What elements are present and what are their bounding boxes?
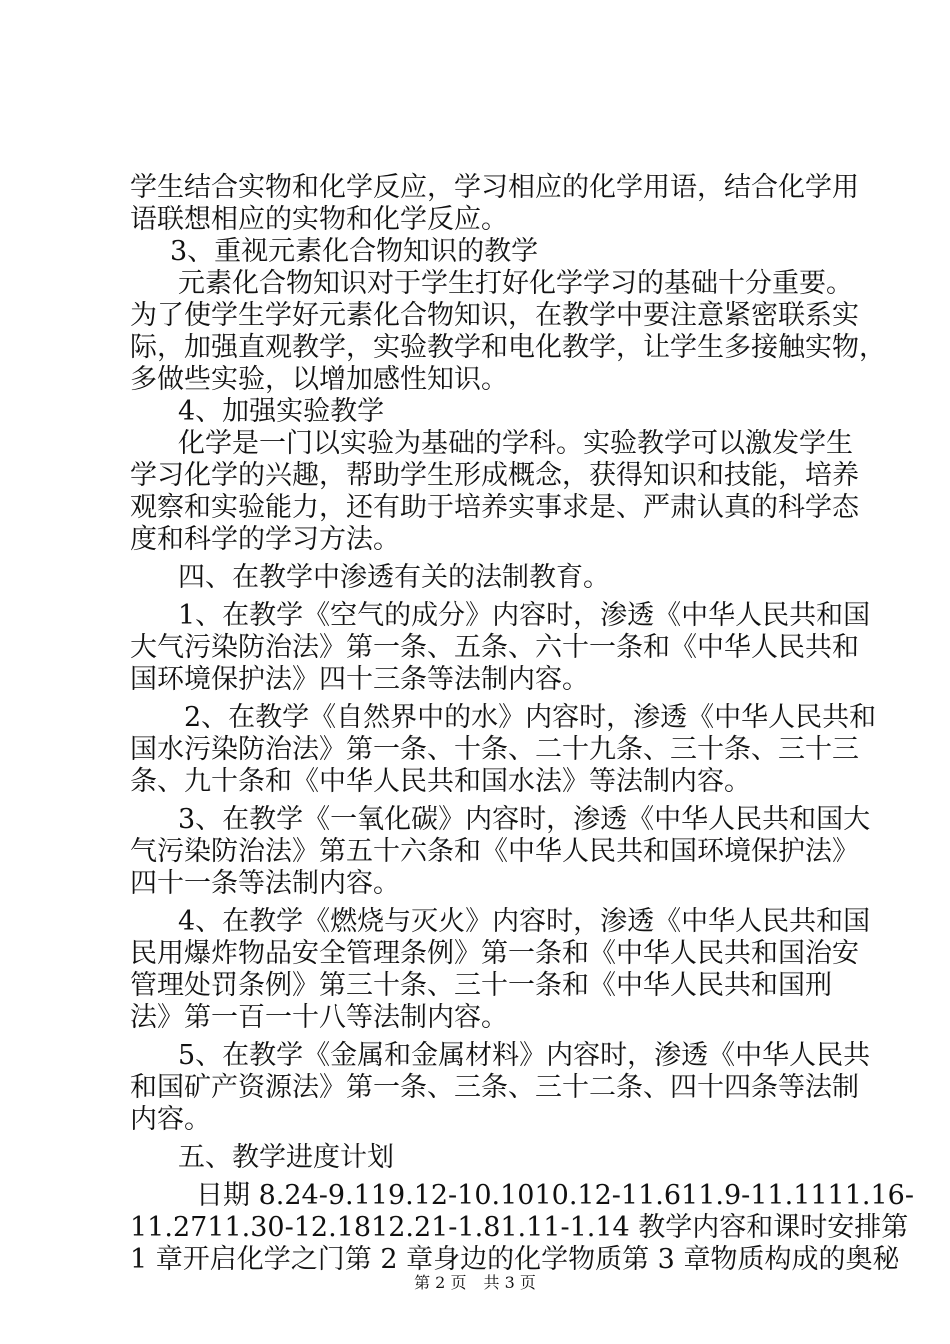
body-line: 1、在教学《空气的成分》内容时，渗透《中华人民共和国 xyxy=(178,600,871,631)
page-number: 第 2 页 xyxy=(414,1273,467,1292)
body-line: 气污染防治法》第五十六条和《中华人民共和国环境保护法》 xyxy=(130,836,859,867)
body-line: 国水污染防治法》第一条、十条、二十九条、三十条、三十三 xyxy=(130,734,859,765)
body-line: 11.2711.30-12.1812.21-1.81.11-1.14 教学内容和课时安排第 xyxy=(130,1212,909,1243)
body-line: 四十一条等法制内容。 xyxy=(130,868,400,899)
page-footer xyxy=(0,1270,950,1293)
body-line: 1 章开启化学之门第 2 章身边的化学物质第 3 章物质构成的奥秘 xyxy=(130,1244,900,1275)
body-line: 为了使学生学好元素化合物知识，在教学中要注意紧密联系实 xyxy=(130,300,859,331)
section-heading: 四、在教学中渗透有关的法制教育。 xyxy=(178,562,610,593)
body-line: 5、在教学《金属和金属材料》内容时，渗透《中华人民共 xyxy=(178,1040,871,1071)
section-heading: 3、重视元素化合物知识的教学 xyxy=(170,236,539,267)
body-line: 观察和实验能力，还有助于培养实事求是、严肃认真的科学态 xyxy=(130,492,859,523)
body-line: 2、在教学《自然界中的水》内容时，渗透《中华人民共和 xyxy=(184,702,877,733)
body-line: 化学是一门以实验为基础的学科。实验教学可以激发学生 xyxy=(178,428,853,459)
body-line: 多做些实验，以增加感性知识。 xyxy=(130,364,508,395)
body-line: 管理处罚条例》第三十条、三十一条和《中华人民共和国刑 xyxy=(130,970,832,1001)
body-line: 际，加强直观教学，实验教学和电化教学，让学生多接触实物， xyxy=(130,332,886,363)
section-heading: 五、教学进度计划 xyxy=(178,1142,394,1173)
body-line: 语联想相应的实物和化学反应。 xyxy=(130,204,508,235)
body-line: 元素化合物知识对于学生打好化学学习的基础十分重要。 xyxy=(178,268,853,299)
body-line: 度和科学的学习方法。 xyxy=(130,524,400,555)
document-body xyxy=(130,172,914,1276)
body-line: 3、在教学《一氧化碳》内容时，渗透《中华人民共和国大 xyxy=(178,804,871,835)
body-line: 国环境保护法》四十三条等法制内容。 xyxy=(130,664,589,695)
body-line: 4、在教学《燃烧与灭火》内容时，渗透《中华人民共和国 xyxy=(178,906,871,937)
body-line: 法》第一百一十八等法制内容。 xyxy=(130,1002,508,1033)
body-line: 学习化学的兴趣，帮助学生形成概念，获得知识和技能，培养 xyxy=(130,460,859,491)
body-line: 日期 8.24-9.119.12-10.1010.12-11.611.9-11.1111.16- xyxy=(196,1180,914,1211)
body-line: 民用爆炸物品安全管理条例》第一条和《中华人民共和国治安 xyxy=(130,938,859,969)
body-line: 大气污染防治法》第一条、五条、六十一条和《中华人民共和 xyxy=(130,632,859,663)
page-total: 共 3 页 xyxy=(483,1273,536,1292)
body-line: 和国矿产资源法》第一条、三条、三十二条、四十四条等法制 xyxy=(130,1072,859,1103)
section-heading: 4、加强实验教学 xyxy=(178,396,385,427)
body-line: 内容。 xyxy=(130,1104,211,1135)
body-line: 条、九十条和《中华人民共和国水法》等法制内容。 xyxy=(130,766,751,797)
body-line: 学生结合实物和化学反应，学习相应的化学用语，结合化学用 xyxy=(130,172,859,203)
